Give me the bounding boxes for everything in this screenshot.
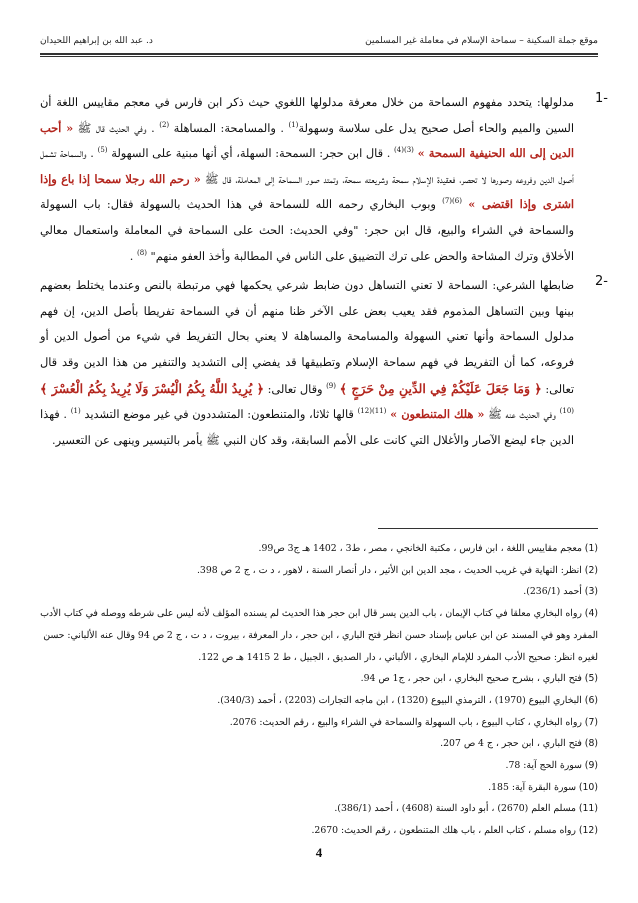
- footnote-ref[interactable]: (6): [452, 197, 462, 206]
- header-author: د. عبد الله بن إبراهيم اللحيدان: [40, 36, 153, 46]
- footnote-number: (10): [578, 781, 598, 793]
- text-run: وفي الحديث عنه ﷺ: [488, 408, 556, 422]
- paragraph: [40, 90, 574, 269]
- main-text: [40, 90, 608, 457]
- footnote-ref[interactable]: (10): [559, 407, 575, 416]
- footnote-number: (5): [584, 673, 598, 685]
- text-run: . والسماحة تشمل أصول الدين وفروعه وصورها لا تحصر، فعقيدة الإسلام سمحة وشريعته سمحة، وتمتد صور السماحة إلى المعاملة، قال ﷺ: [40, 147, 575, 186]
- text-run: . والمسامحة: المساهلة: [173, 121, 284, 135]
- footnote-text: رواه مسلم ، كتاب العلم ، باب هلك المتنطعون ، رقم الحديث: 2670.: [311, 825, 576, 837]
- header-site-title: موقع جملة السكينة – سماحة الإسلام في معاملة غير المسلمين: [365, 36, 598, 46]
- footnote-number: (6): [584, 694, 598, 706]
- footnote: [40, 538, 598, 560]
- footnote-ref[interactable]: (4): [394, 146, 404, 155]
- footnote: [40, 690, 598, 712]
- text-run: وبوب البخاري رحمه الله للسماحة في هذا الحديث بالسهولة فقال: باب السهولة والسماحة في الشراء والبيع، قال ابن حجر: "وفي الحديث: الحث على السماحة في المعاملة واستعمال معالي الأخلاق وترك المشاحة والحض على ترك التضييق على الناس في المطالبة وأخذ العفو منهم": [40, 198, 574, 263]
- footnote-ref[interactable]: (5): [97, 146, 108, 155]
- text-run: وقال تعالى:: [267, 382, 323, 396]
- footnote-ref[interactable]: (11): [371, 407, 387, 416]
- footnote: [40, 560, 598, 582]
- hadith-quote: « رحم الله رجلا سمحا إذا باع وإذا اشترى وإذا اقتضى »: [40, 171, 574, 212]
- footnote-number: (1): [584, 543, 598, 554]
- footnote-number: (4): [584, 608, 598, 620]
- footnote-number: (2): [584, 564, 598, 576]
- list-item: [40, 90, 608, 269]
- footnote-separator: [378, 528, 598, 529]
- page-number: 4: [315, 845, 323, 860]
- text-run: قالها ثلاثا، والمتنطعون: المتشددون في غير موضع التشديد: [84, 408, 354, 422]
- header-rule-thin: [40, 56, 598, 57]
- footnote-text: انظر: النهاية في غريب الحديث ، مجد الدين ابن الأثير ، دار أنصار السنة ، لاهور ، د ت ، ج 2 ص 398.: [196, 564, 582, 576]
- footnote-text: سورة البقرة آية: 185.: [488, 781, 576, 793]
- footnote: [40, 755, 598, 777]
- footnote-ref[interactable]: (2): [159, 120, 170, 129]
- paragraph: [40, 273, 574, 453]
- footnote: [40, 603, 598, 668]
- footnote-text: أحمد (236/1).: [523, 586, 582, 598]
- footnote-ref[interactable]: (8): [136, 248, 147, 257]
- footnote-text: سورة الحج آية: 78.: [505, 760, 582, 772]
- footnote: [40, 733, 598, 755]
- footnote: [40, 581, 598, 603]
- footnote-ref[interactable]: (12): [357, 407, 372, 416]
- quran-verse: ﴿ يُرِيدُ اللَّهُ بِكُمُ الْيُسْرَ وَلَا يُرِيدُ بِكُمُ الْعُسْرَ ﴾: [40, 380, 264, 396]
- footnote-text: فتح الباري ، بشرح صحيح البخاري ، ابن حجر ، ج1 ص 94.: [360, 673, 582, 685]
- footnote: [40, 668, 598, 690]
- footnote-ref[interactable]: (3): [403, 146, 414, 155]
- footnote-text: رواه البخاري ، كتاب البيوع ، باب السهولة والسماحة في الشراء والبيع ، رقم الحديث: 2076.: [229, 716, 582, 728]
- footnote-text: مسلم العلم (2670) ، أبو داود السنة (4608) ، أحمد (386/1).: [334, 803, 576, 815]
- text-run: . وفي الحديث قال ﷺ: [77, 121, 155, 135]
- footnote-text: البخاري البيوع (1970) ، الترمذي البيوع (1320) ، ابن ماجه التجارات (2203) ، أحمد (340/3).: [217, 694, 582, 706]
- item-number: -2: [595, 274, 608, 290]
- footnote-ref[interactable]: (1): [70, 407, 81, 416]
- header-rule: [40, 53, 598, 55]
- footnote-number: (3): [584, 586, 598, 598]
- footnote-ref[interactable]: (7): [442, 197, 453, 206]
- footnote: [40, 820, 598, 842]
- text-run: ضابطها الشرعي: السماحة لا تعني التساهل دون ضابط شرعي يحكمها فهي مرتبطة بالنص وعندما يختلط بعضهم بينها وبين التساهل المذموم فقد يعيب بعض على الآخر ظنا منهم أن في السماحة تفريطا بأصل الدين، إن فهم مدلول السماحة وأنها تعني السهولة والمسامحة والمساهلة لا يعني بحال التفريط في شيء من أصول الدين أو فروعه، كما أن التفريط في فهم سماحة الإسلام وتطبيقها قد يفضي إلى التشديد والتنفير من هذا الدين وقد قال تعالى:: [40, 279, 575, 396]
- quran-verse: ﴿ وَمَا جَعَلَ عَلَيْكُمْ فِي الدِّينِ مِنْ حَرَجٍ ﴾: [339, 380, 542, 396]
- hadith-quote: « أحب الدين إلى الله الحنيفية السمحة »: [40, 120, 575, 161]
- footnote: [40, 712, 598, 734]
- footnote: [40, 798, 598, 820]
- item-number: -1: [595, 91, 608, 106]
- text-run: . قال ابن حجر: السمحة: السهلة، أي أنها مبنية على السهولة: [111, 147, 391, 161]
- footnote-ref[interactable]: (9): [326, 381, 336, 390]
- list-item: [40, 273, 608, 453]
- footnote-number: (9): [584, 760, 598, 772]
- running-header: [40, 36, 598, 46]
- footnote-ref[interactable]: (1): [288, 120, 299, 129]
- footnotes: [40, 538, 598, 842]
- footnote-number: (7): [584, 716, 598, 728]
- hadith-quote: « هلك المتنطعون »: [390, 407, 485, 422]
- footnote-number: (12): [578, 825, 598, 837]
- footnote-text: رواه البخاري معلقا في كتاب الإيمان ، باب الدين يسر قال ابن حجر هذا الحديث لم يسنده المؤلف لأنه ليس على شرطه ووصله في كتاب الأدب المفرد وهو في المسند عن ابن عباس بإسناد حسن انظر فتح الباري ، ابن حجر ، دار المعرفة ، بيروت ، د ت ، ج 2 ص 94 وقال عنه الألباني: حسن لغيره انظر: صحيح الأدب المفرد للإمام البخاري ، الألباني ، دار الصديق ، الجبيل ، ط 2 1415 هـ ص 122.: [40, 608, 598, 663]
- footnote-number: (11): [578, 803, 598, 815]
- footnote-text: فتح الباري ، ابن حجر ، ج 4 ص 207.: [440, 738, 582, 750]
- text-run: .: [129, 249, 134, 263]
- text-run: مدلولها: يتحدد مفهوم السماحة من خلال معرفة مدلولها اللغوي حيث ذكر ابن فارس في معجم مقاييس اللغة أن السين والميم والحاء أصل صحيح يدل على سلاسة وسهولة: [40, 96, 574, 135]
- text-run: . فهذا الدين جاء ليضع الآصار والأغلال التي كانت على الأمم السابقة، وقد كان النبي ﷺ يأمر بالتيسير وينهى عن التعسير.: [40, 408, 574, 447]
- footnote-text: معجم مقاييس اللغة ، ابن فارس ، مكتبة الخانجي ، مصر ، ط3 ، 1402 هـ ج3 ص99.: [258, 543, 582, 554]
- footnote-number: (8): [584, 738, 598, 750]
- footnote: [40, 777, 598, 799]
